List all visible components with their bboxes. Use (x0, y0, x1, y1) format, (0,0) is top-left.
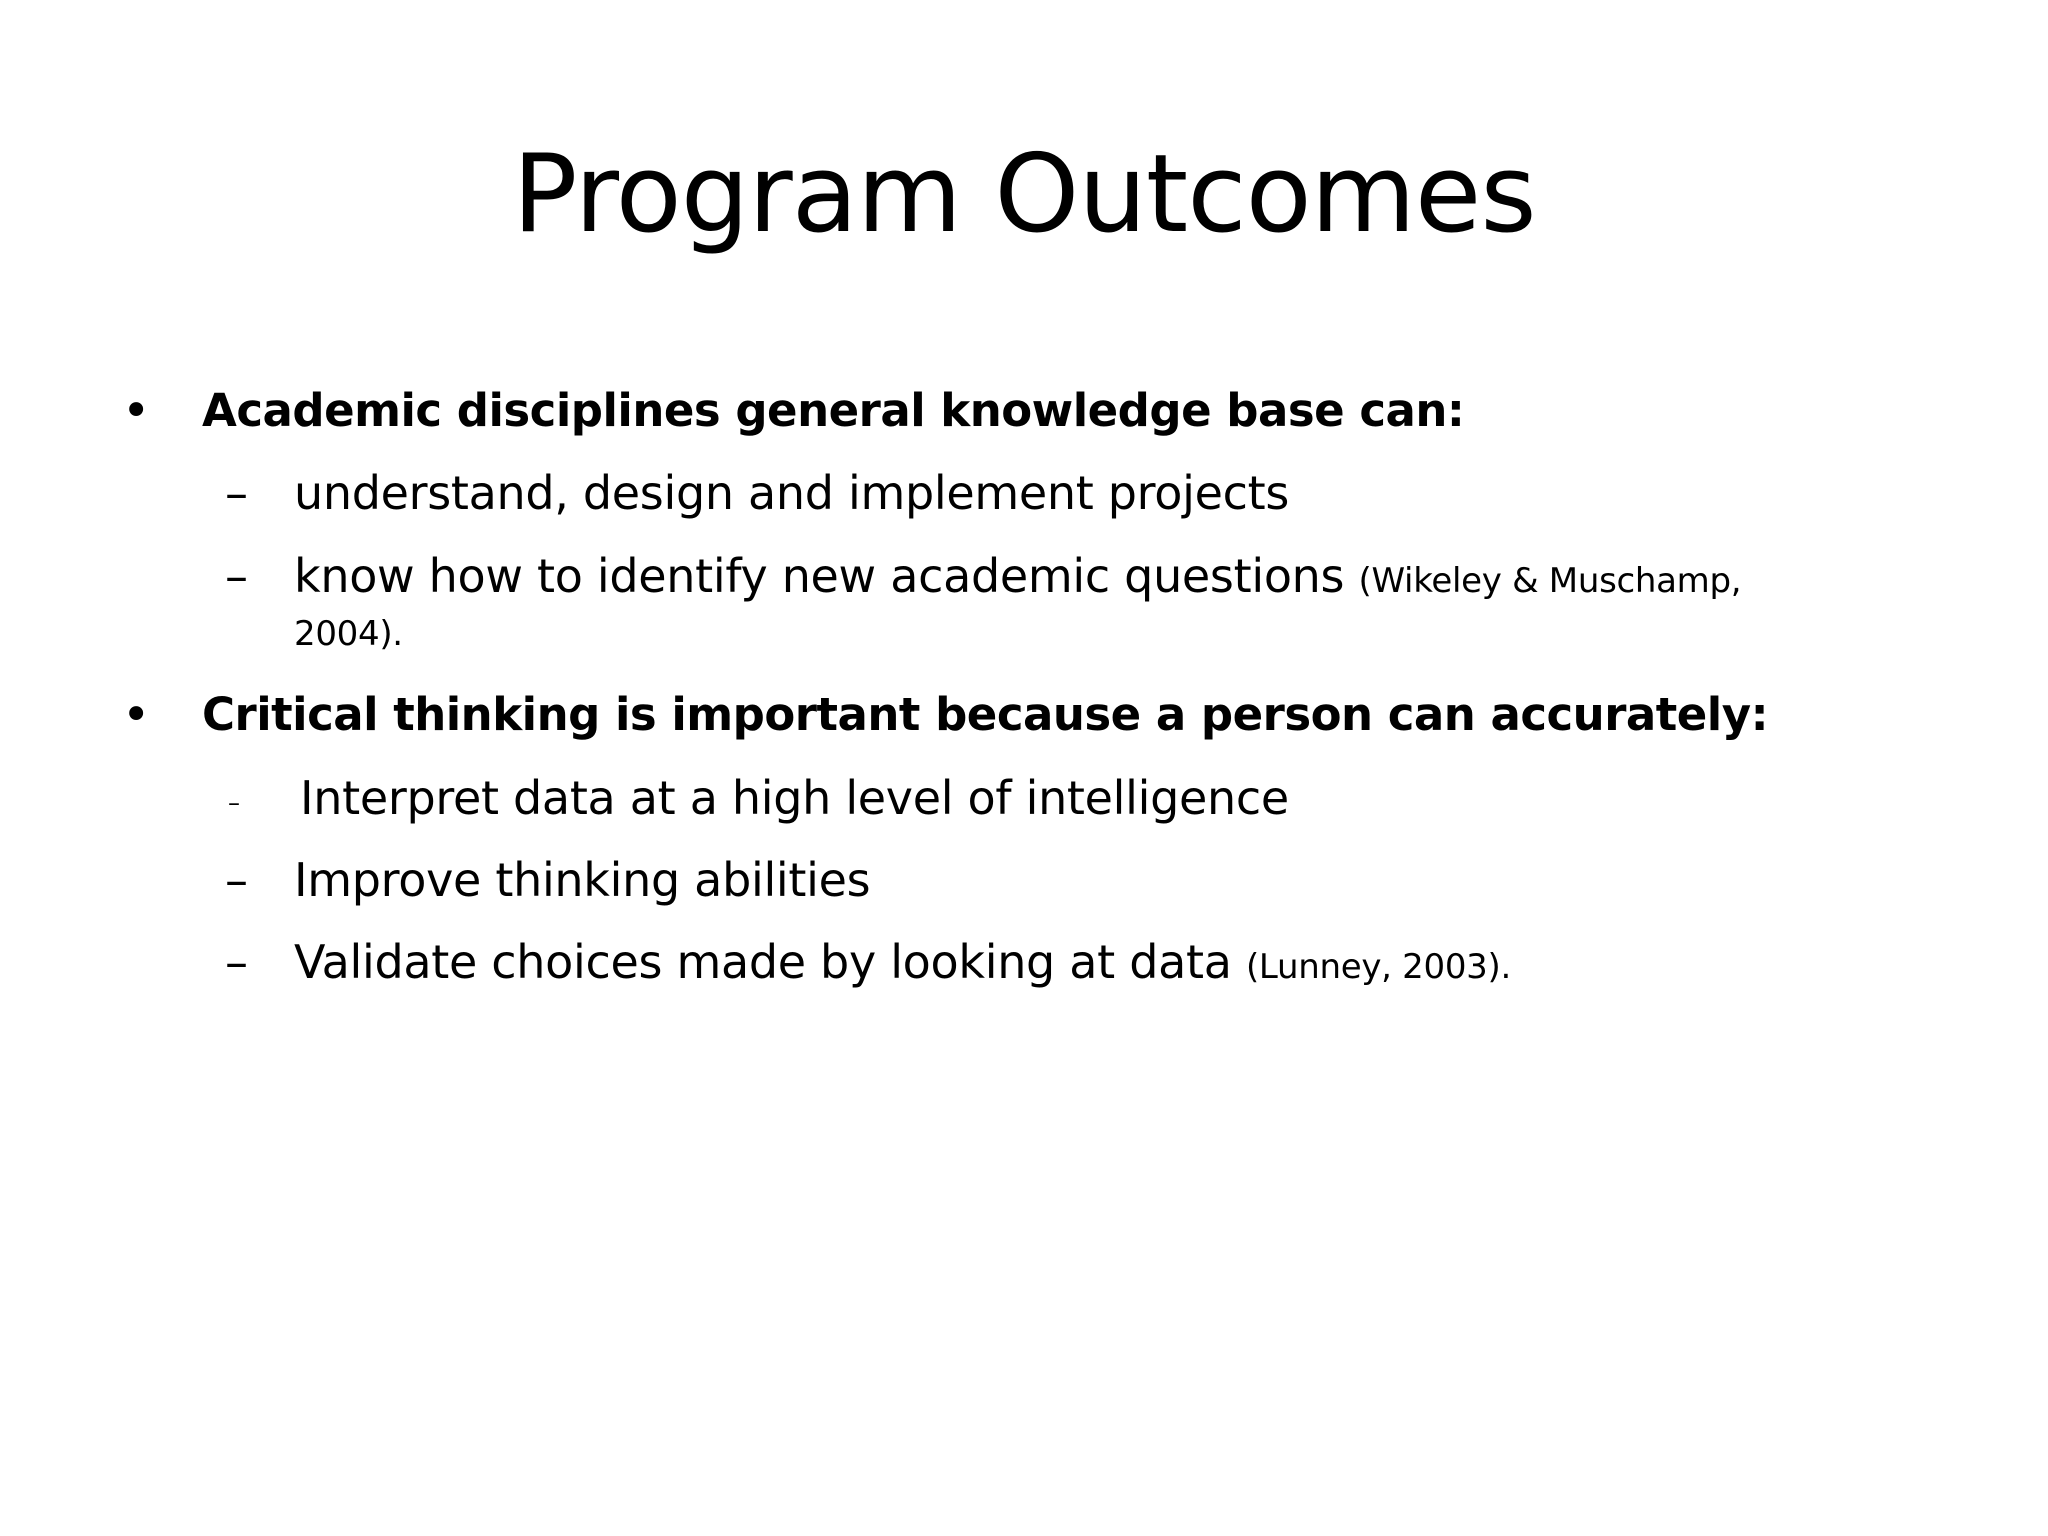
bullet-icon: • (122, 687, 151, 743)
subitem-understand-design (294, 465, 1289, 521)
dash-icon: – (225, 549, 248, 603)
subitem-identify-questions (294, 548, 1741, 609)
citation-wikeley-cont: 2004). (294, 614, 403, 654)
dash-icon: – (225, 935, 248, 989)
subitem-improve-thinking (294, 852, 870, 908)
bullet-icon: • (122, 383, 151, 439)
citation-lunney: (Lunney, 2003). (1245, 947, 1511, 987)
subitem-text: Validate choices made by looking at data (294, 935, 1232, 989)
dash-icon: – (225, 853, 248, 907)
bullet-item-academic-disciplines: Academic disciplines general knowledge base can: (202, 384, 1465, 437)
subitem-validate-choices (294, 934, 1511, 995)
subitem-text: Improve thinking abilities (294, 853, 871, 907)
slide-title: Program Outcomes (512, 132, 1536, 257)
subitem-text: understand, design and implement projects (294, 466, 1290, 520)
subitem-text: know how to identify new academic questions (294, 549, 1345, 603)
bullet-item-critical-thinking: Critical thinking is important because a person can accurately: (202, 688, 1769, 741)
dash-icon: – (228, 789, 240, 817)
citation-wikeley: (Wikeley & Muschamp, (1358, 561, 1742, 601)
subitem-interpret-data (300, 770, 1289, 826)
dash-icon: – (225, 466, 248, 520)
subitem-text: Interpret data at a high level of intelligence (300, 771, 1289, 825)
